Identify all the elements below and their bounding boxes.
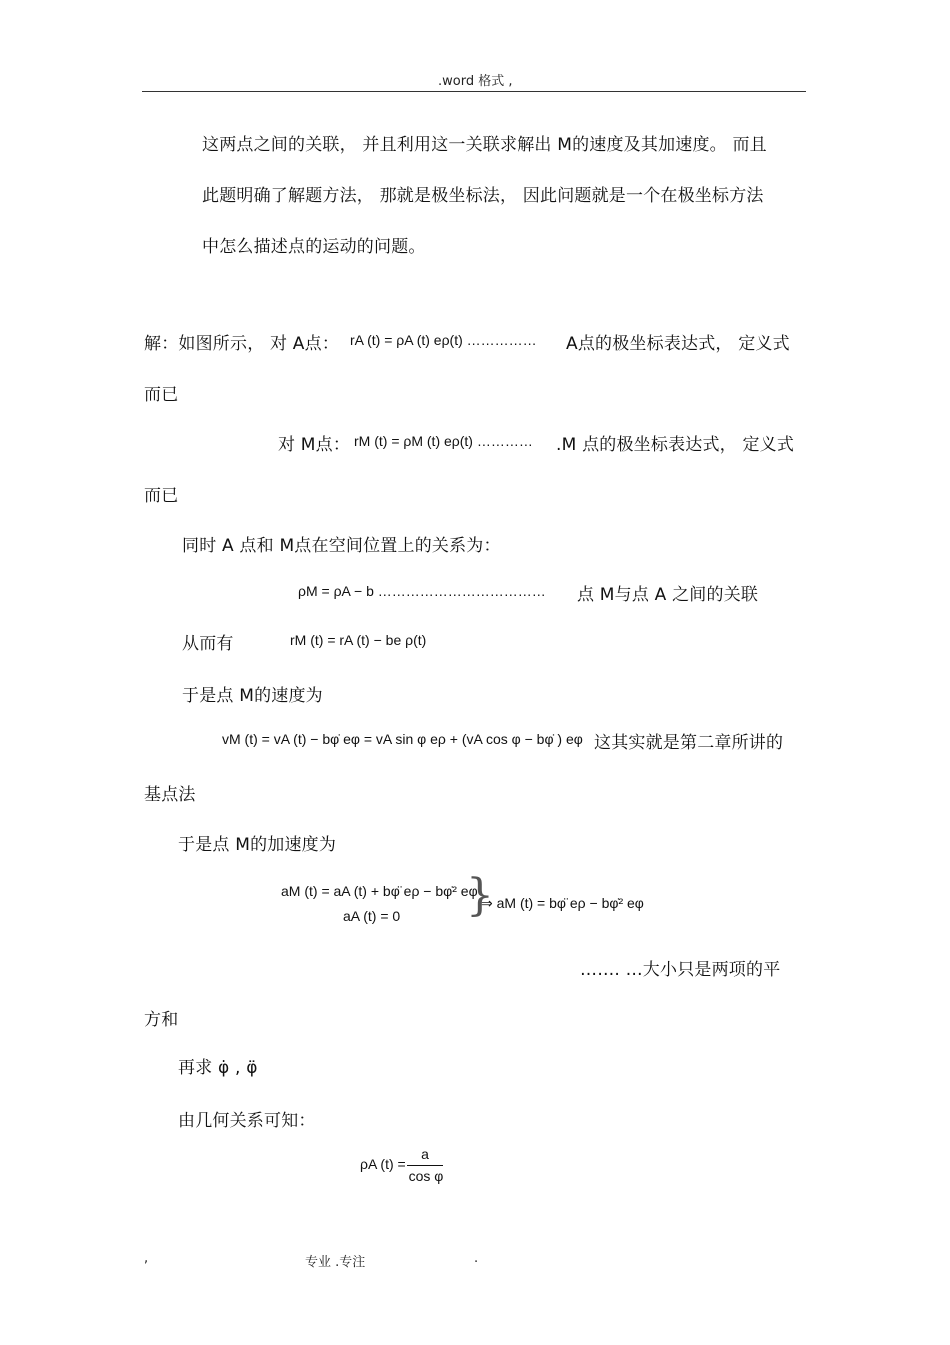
header-rule [142, 91, 806, 92]
solution-m-prefix: 对 M点： [278, 435, 351, 455]
velocity-note: 这其实就是第二章所讲的 [594, 733, 784, 753]
page-header: .word 格式 , [438, 74, 513, 89]
accel-note-cont: 方和 [144, 1010, 179, 1030]
right-brace: } [466, 870, 494, 921]
equation-rho-lhs: ρA (t) = [360, 1156, 406, 1172]
velocity-intro: 于是点 M的速度为 [182, 686, 323, 706]
geometry-text: 由几何关系可知： [178, 1111, 316, 1131]
relation-note: 点 M与点 A 之间的关联 [577, 585, 759, 605]
note-a-polar-cont: 而已 [144, 385, 179, 405]
relation-intro: 同时 A 点和 M点在空间位置上的关系为： [182, 536, 501, 556]
equation-velocity: vM (t) = vA (t) − bφ̇ eφ = vA sin φ eρ + (vA cos φ − bφ̇ ) eφ [222, 731, 583, 747]
intro-line-2: 此题明确了解题方法， 那就是极坐标法， 因此问题就是一个在极坐标方法 [202, 186, 764, 206]
velocity-note-cont: 基点法 [144, 785, 196, 805]
solution-a-prefix: 解：如图所示， 对 A点： [144, 334, 340, 354]
accel-note: ……. …大小只是两项的平 [580, 960, 781, 980]
footer-right: . [474, 1251, 479, 1266]
find-phi-text: 再求 φ̇ , φ̈ [178, 1058, 258, 1078]
note-m-polar-cont: 而已 [144, 486, 179, 506]
note-a-polar: A点的极坐标表达式， 定义式 [566, 334, 790, 354]
equation-m-position: rM (t) = ρM (t) eρ(t) ………… [354, 433, 533, 449]
note-m-polar: .M 点的极坐标表达式， 定义式 [556, 435, 795, 455]
footer-left: , [144, 1251, 149, 1266]
hence-label: 从而有 [182, 634, 234, 654]
fraction-bar [407, 1165, 443, 1166]
equation-accel-2: aA (t) = 0 [343, 908, 401, 924]
equation-a-position: rA (t) = ρA (t) eρ(t) …………… [350, 332, 537, 348]
fraction-denominator: cos φ [408, 1168, 444, 1184]
equation-accel-result: ⇒ aM (t) = bφ̈ eρ − bφ̇² eφ [481, 895, 644, 911]
fraction-numerator: a [421, 1146, 429, 1162]
equation-relation: ρM = ρA − b ……………………………… [298, 583, 546, 599]
footer-center: 专业 .专注 [305, 1255, 366, 1270]
accel-intro: 于是点 M的加速度为 [178, 835, 337, 855]
intro-line-1: 这两点之间的关联， 并且利用这一关联求解出 M的速度及其加速度。 而且 [202, 135, 767, 155]
equation-hence: rM (t) = rA (t) − be ρ(t) [290, 632, 427, 648]
intro-line-3: 中怎么描述点的运动的问题。 [202, 237, 426, 257]
equation-accel-1: aM (t) = aA (t) + bφ̈ eρ − bφ̇² eφ [281, 883, 478, 899]
